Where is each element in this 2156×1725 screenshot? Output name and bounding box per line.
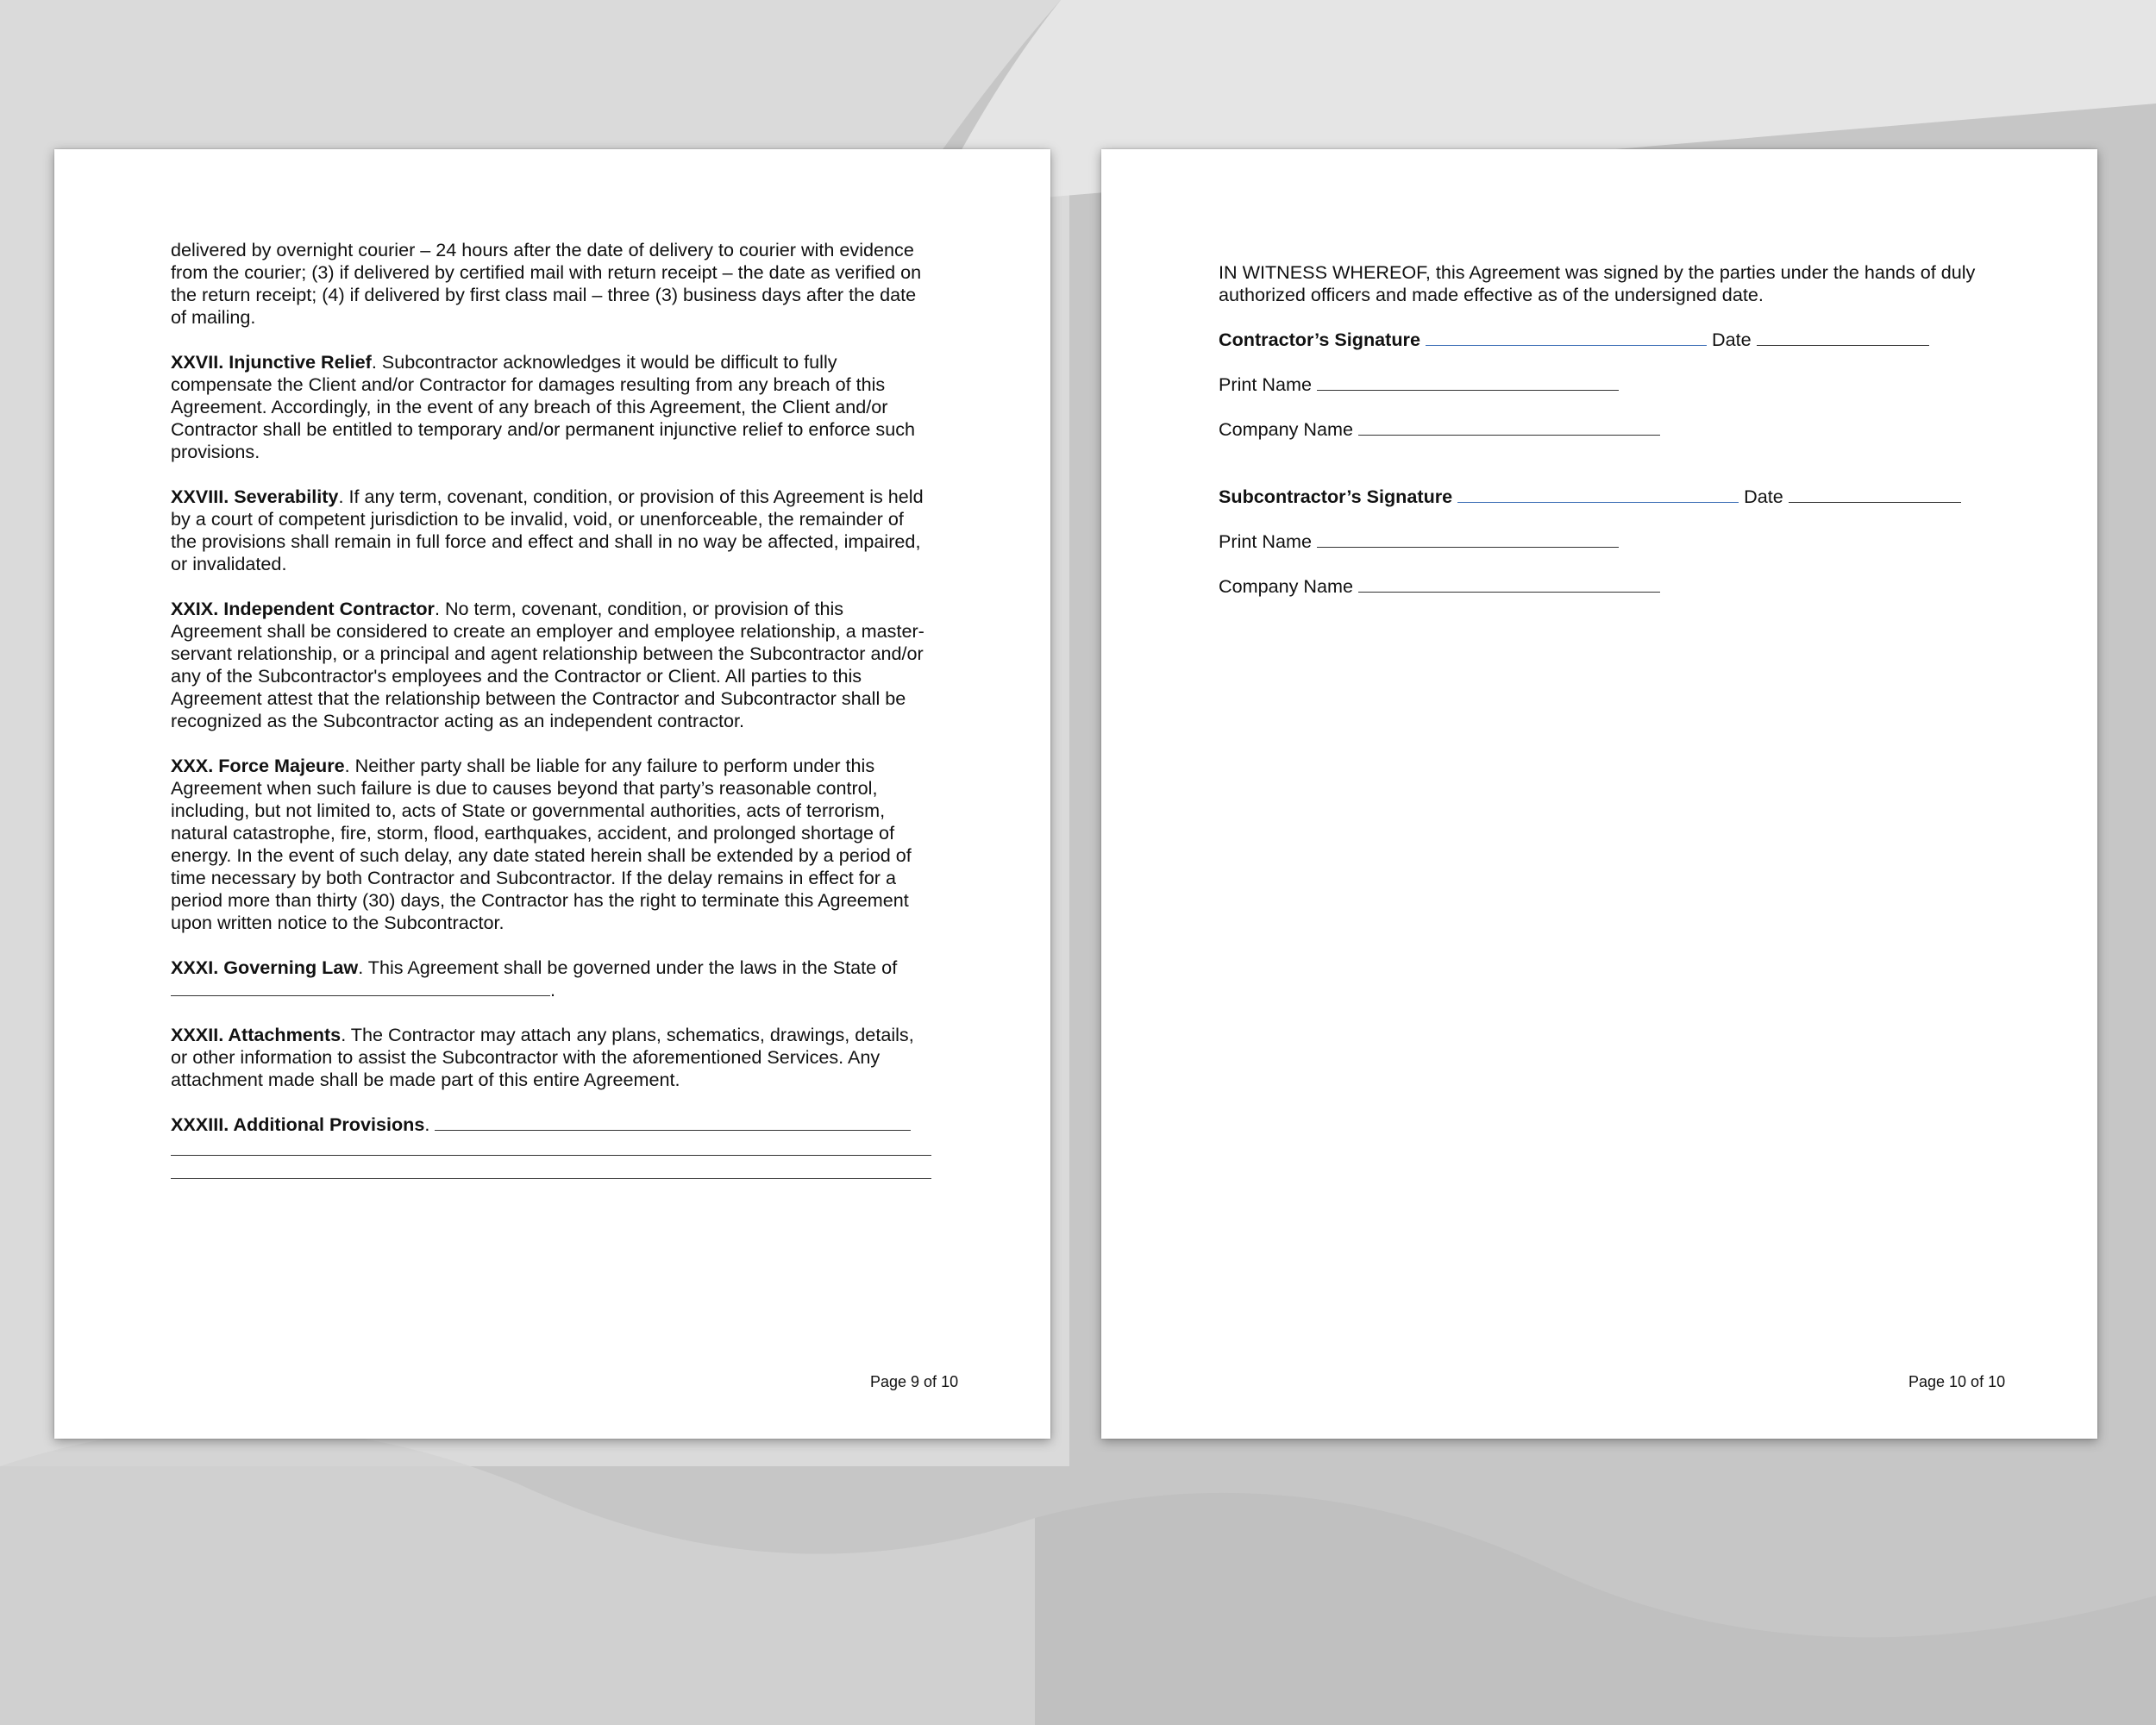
- section-governing-law: [171, 957, 934, 1001]
- date-label: Date: [1744, 486, 1783, 507]
- section-text: .: [424, 1113, 436, 1135]
- section-heading: XXIX. Independent Contractor: [171, 598, 435, 619]
- section-text: . The Contractor may attach any plans, schematics, drawings, details, or other information to assist the Subcontractor with the aforementioned Services. Any attachment made shall be made part of this entire Agreement.: [171, 1024, 914, 1090]
- additional-provisions-blank-line[interactable]: [435, 1114, 911, 1131]
- section-text: . Neither party shall be liable for any failure to perform under this Agreement when such failure is due to causes beyond that party’s reasonable control, including, but not limited to, acts of State or governmental authorities, acts of terrorism, natural catastrophe, fire, storm, flood, earthquakes, accident, and prolonged shortage of energy. In the event of such delay, any date stated herein shall be extended by a period of time necessary by both Contractor and Subcontractor. If the delay remains in effect for a period more than thirty (30) days, the Contractor has the right to terminate this Agreement upon written notice to the Subcontractor.: [171, 755, 912, 933]
- document-page-10: [1101, 149, 2097, 1439]
- company-name-label: Company Name: [1219, 575, 1354, 597]
- subcontractor-signature-block: [1219, 486, 1995, 598]
- contractor-signature-row: [1219, 329, 1995, 351]
- subcontractor-print-name-line[interactable]: [1317, 531, 1619, 548]
- subcontractor-signature-row: [1219, 486, 1995, 508]
- subcontractor-company-name-row: [1219, 575, 1995, 598]
- print-name-label: Print Name: [1219, 373, 1313, 395]
- additional-provisions-blank-line[interactable]: [171, 1156, 931, 1179]
- section-heading: XXVIII. Severability: [171, 486, 339, 507]
- page-number: Page 9 of 10: [870, 1373, 959, 1390]
- contractor-signature-line[interactable]: [1426, 329, 1707, 346]
- section-heading: XXXI. Governing Law: [171, 957, 359, 978]
- contractor-print-name-line[interactable]: [1317, 374, 1619, 391]
- section-end: .: [550, 979, 555, 1000]
- section-text: . No term, covenant, condition, or provision of this Agreement shall be considered to create an employer and employee relationship, a master-servant relationship, or a principal and agent relationship between the Subcontractor and/or any of the Subcontractor's employees and the Contractor or Client. All parties to this Agreement attest that the relationship between the Contractor and Subcontractor shall be recognized as the Subcontractor acting as an independent contractor.: [171, 598, 924, 731]
- section-severability: [171, 486, 934, 575]
- section-injunctive-relief: [171, 351, 934, 463]
- contractor-company-name-row: [1219, 418, 1995, 441]
- section-text: . If any term, covenant, condition, or provision of this Agreement is held by a court of competent jurisdiction to be invalid, void, or unenforceable, the remainder of the provisions shall remain in full force and effect and shall in no way be affected, impaired, or invalidated.: [171, 486, 924, 574]
- section-text: . Subcontractor acknowledges it would be difficult to fully compensate the Client and/or Contractor for damages resulting from any breach of this Agreement. Accordingly, in the event of any breach of this Agreement, the Client and/or Contractor shall be entitled to temporary and/or permanent injunctive relief to enforce such provisions.: [171, 351, 916, 462]
- page-number: Page 10 of 10: [1908, 1373, 2006, 1390]
- print-name-label: Print Name: [1219, 530, 1313, 552]
- contractor-date-line[interactable]: [1757, 329, 1929, 346]
- additional-provisions-blank-line[interactable]: [171, 1132, 931, 1156]
- contractor-print-name-row: [1219, 373, 1995, 396]
- subcontractor-print-name-row: [1219, 530, 1995, 553]
- subcontractor-company-name-line[interactable]: [1358, 576, 1660, 593]
- section-additional-provisions: [171, 1113, 934, 1179]
- company-name-label: Company Name: [1219, 418, 1354, 440]
- contractor-signature-label: Contractor’s Signature: [1219, 329, 1420, 350]
- section-attachments: [171, 1024, 934, 1091]
- page-10-content: [1219, 261, 1995, 620]
- contractor-company-name-line[interactable]: [1358, 419, 1660, 436]
- document-page-9: [54, 149, 1050, 1439]
- section-force-majeure: [171, 755, 934, 934]
- notice-continuation: delivered by overnight courier – 24 hours after the date of delivery to courier with evidence from the courier; (3) if delivered by certified mail with return receipt – the date as verified on the return receipt; (4) if delivered by first class mail – three (3) business days after the date of mailing.: [171, 239, 922, 328]
- subcontractor-date-line[interactable]: [1789, 486, 1961, 503]
- subcontractor-signature-line[interactable]: [1457, 486, 1739, 503]
- date-label: Date: [1711, 329, 1752, 350]
- section-independent-contractor: [171, 598, 934, 732]
- witness-statement: IN WITNESS WHEREOF, this Agreement was signed by the parties under the hands of duly authorized officers and made effective as of the undersigned date.: [1219, 261, 1976, 305]
- spacer: [1219, 463, 1995, 486]
- section-text: . This Agreement shall be governed under the laws in the State of: [358, 957, 898, 978]
- section-heading: XXVII. Injunctive Relief: [171, 351, 372, 373]
- page-9-content: [171, 239, 934, 1182]
- section-heading: XXX. Force Majeure: [171, 755, 345, 776]
- subcontractor-signature-label: Subcontractor’s Signature: [1219, 486, 1453, 507]
- state-blank-line[interactable]: [171, 980, 550, 996]
- section-heading: XXXIII. Additional Provisions: [171, 1113, 425, 1135]
- section-heading: XXXII. Attachments: [171, 1024, 342, 1045]
- contractor-signature-block: [1219, 329, 1995, 441]
